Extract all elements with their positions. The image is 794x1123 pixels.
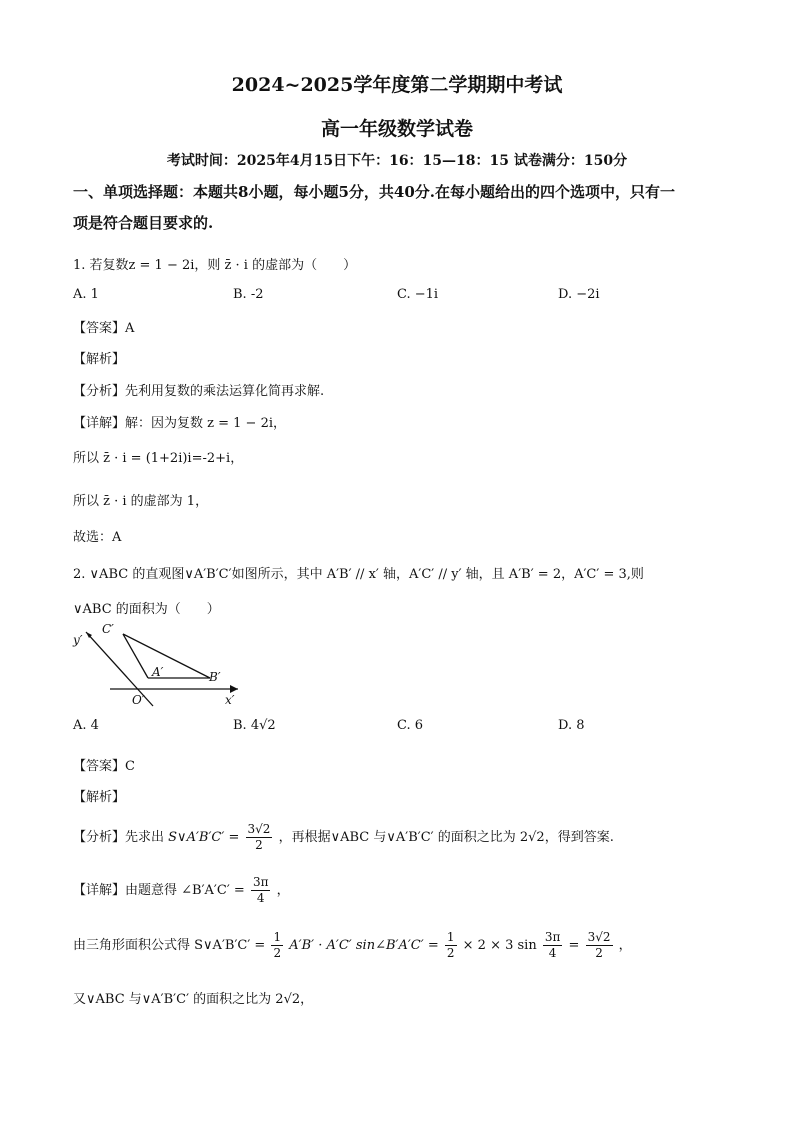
q1-step2: 所以 z̄ · i 的虚部为 1，: [73, 494, 209, 509]
q2-fenxi-post: ，再根据∨ABC 与∨A′B′C′ 的面积之比为 2√2，得到答案.: [278, 830, 614, 845]
exam-subtitle: 高一年级数学试卷: [320, 118, 473, 140]
label-o: O′: [132, 693, 145, 707]
q1-fenxi: 【分析】先利用复数的乘法运算化简再求解.: [73, 384, 325, 399]
q1-choice: 故选：A: [73, 530, 122, 545]
label-c: C′: [102, 622, 114, 636]
q1-option-c: C. −1i: [397, 287, 439, 302]
oblique-view-figure: [70, 618, 250, 710]
q2-detail-post: ，: [276, 883, 290, 898]
q1-answer: 【答案】A: [73, 321, 135, 336]
q2-detail: [73, 875, 290, 906]
q2-area-frac3: $\frac{3\pi}{4}$: [544, 930, 561, 960]
x-axis-arrow: [230, 685, 238, 693]
q2-fenxi-sub: S∨A′B′C′ =: [168, 830, 240, 845]
q2-ratio: 又∨ABC 与∨A′B′C′ 的面积之比为 2√2，: [73, 992, 314, 1007]
q1-stem: 1. 若复数z = 1 − 2i，则 z̄ · i 的虚部为（ ）: [73, 258, 357, 273]
q2-area-mid: A′B′ · A′C′ sin∠B′A′C′ =: [289, 938, 439, 953]
exam-info: 考试时间：2025年4月15日下午：16：15—18：15 试卷满分：150分: [166, 153, 628, 169]
q2-area-eq: =: [568, 938, 580, 953]
q2-fenxi: [73, 822, 614, 853]
q2-option-d: D. 8: [558, 718, 585, 733]
label-y: y′: [73, 633, 83, 647]
q2-option-a: A. 4: [73, 718, 99, 733]
q2-area-post: ，: [618, 938, 632, 953]
q2-option-c: C. 6: [397, 718, 424, 733]
q2-area: [73, 930, 632, 961]
q2-fenxi-fraction: $\frac{3√2}{2}$: [247, 822, 271, 852]
q2-detail-pre: 【详解】由题意得 ∠B′A′C′ =: [73, 883, 245, 898]
q1-step1: 所以 z̄ · i = (1+2i)i=-2+i，: [73, 451, 244, 466]
q1-analysis-label: 【解析】: [73, 352, 126, 367]
q2-area-frac2: $\frac{1}{2}$: [446, 930, 455, 960]
section-heading-line1: 一、单项选择题：本题共8小题，每小题5分，共40分.在每小题给出的四个选项中，只有一: [73, 183, 675, 201]
q1-detail: 【详解】解：因为复数 z = 1 − 2i，: [73, 416, 286, 431]
q2-area-frac1: $\frac{1}{2}$: [273, 930, 282, 960]
q2-answer: 【答案】C: [73, 759, 135, 774]
q2-area-frac4: $\frac{3√2}{2}$: [587, 930, 611, 960]
q2-detail-fraction: $\frac{3\pi}{4}$: [252, 875, 269, 905]
q2-stem-line1: 2. ∨ABC 的直观图∨A′B′C′如图所示，其中 A′B′ // x′ 轴，A′C′ // y′ 轴，且 A′B′ = 2，A′C′ = 3,则: [73, 567, 644, 582]
label-b: B′: [209, 670, 221, 684]
q2-stem-line2: ∨ABC 的面积为（ ）: [73, 602, 220, 617]
q2-area-mid2: × 2 × 3 sin: [462, 938, 537, 953]
exam-title: 2024~2025学年度第二学期期中考试: [231, 74, 563, 96]
q2-analysis-label: 【解析】: [73, 790, 126, 805]
q2-option-b: B. 4√2: [233, 718, 276, 733]
q1-option-d: D. −2i: [558, 287, 600, 302]
section-heading-line2: 项是符合题目要求的.: [73, 214, 214, 232]
q1-option-b: B. -2: [233, 287, 264, 302]
label-a: A′: [152, 665, 164, 679]
q2-area-pre: 由三角形面积公式得 S∨A′B′C′ =: [73, 938, 266, 953]
q2-fenxi-pre: 【分析】先求出: [73, 830, 165, 845]
label-x: x′: [225, 693, 235, 707]
q1-option-a: A. 1: [73, 287, 99, 302]
